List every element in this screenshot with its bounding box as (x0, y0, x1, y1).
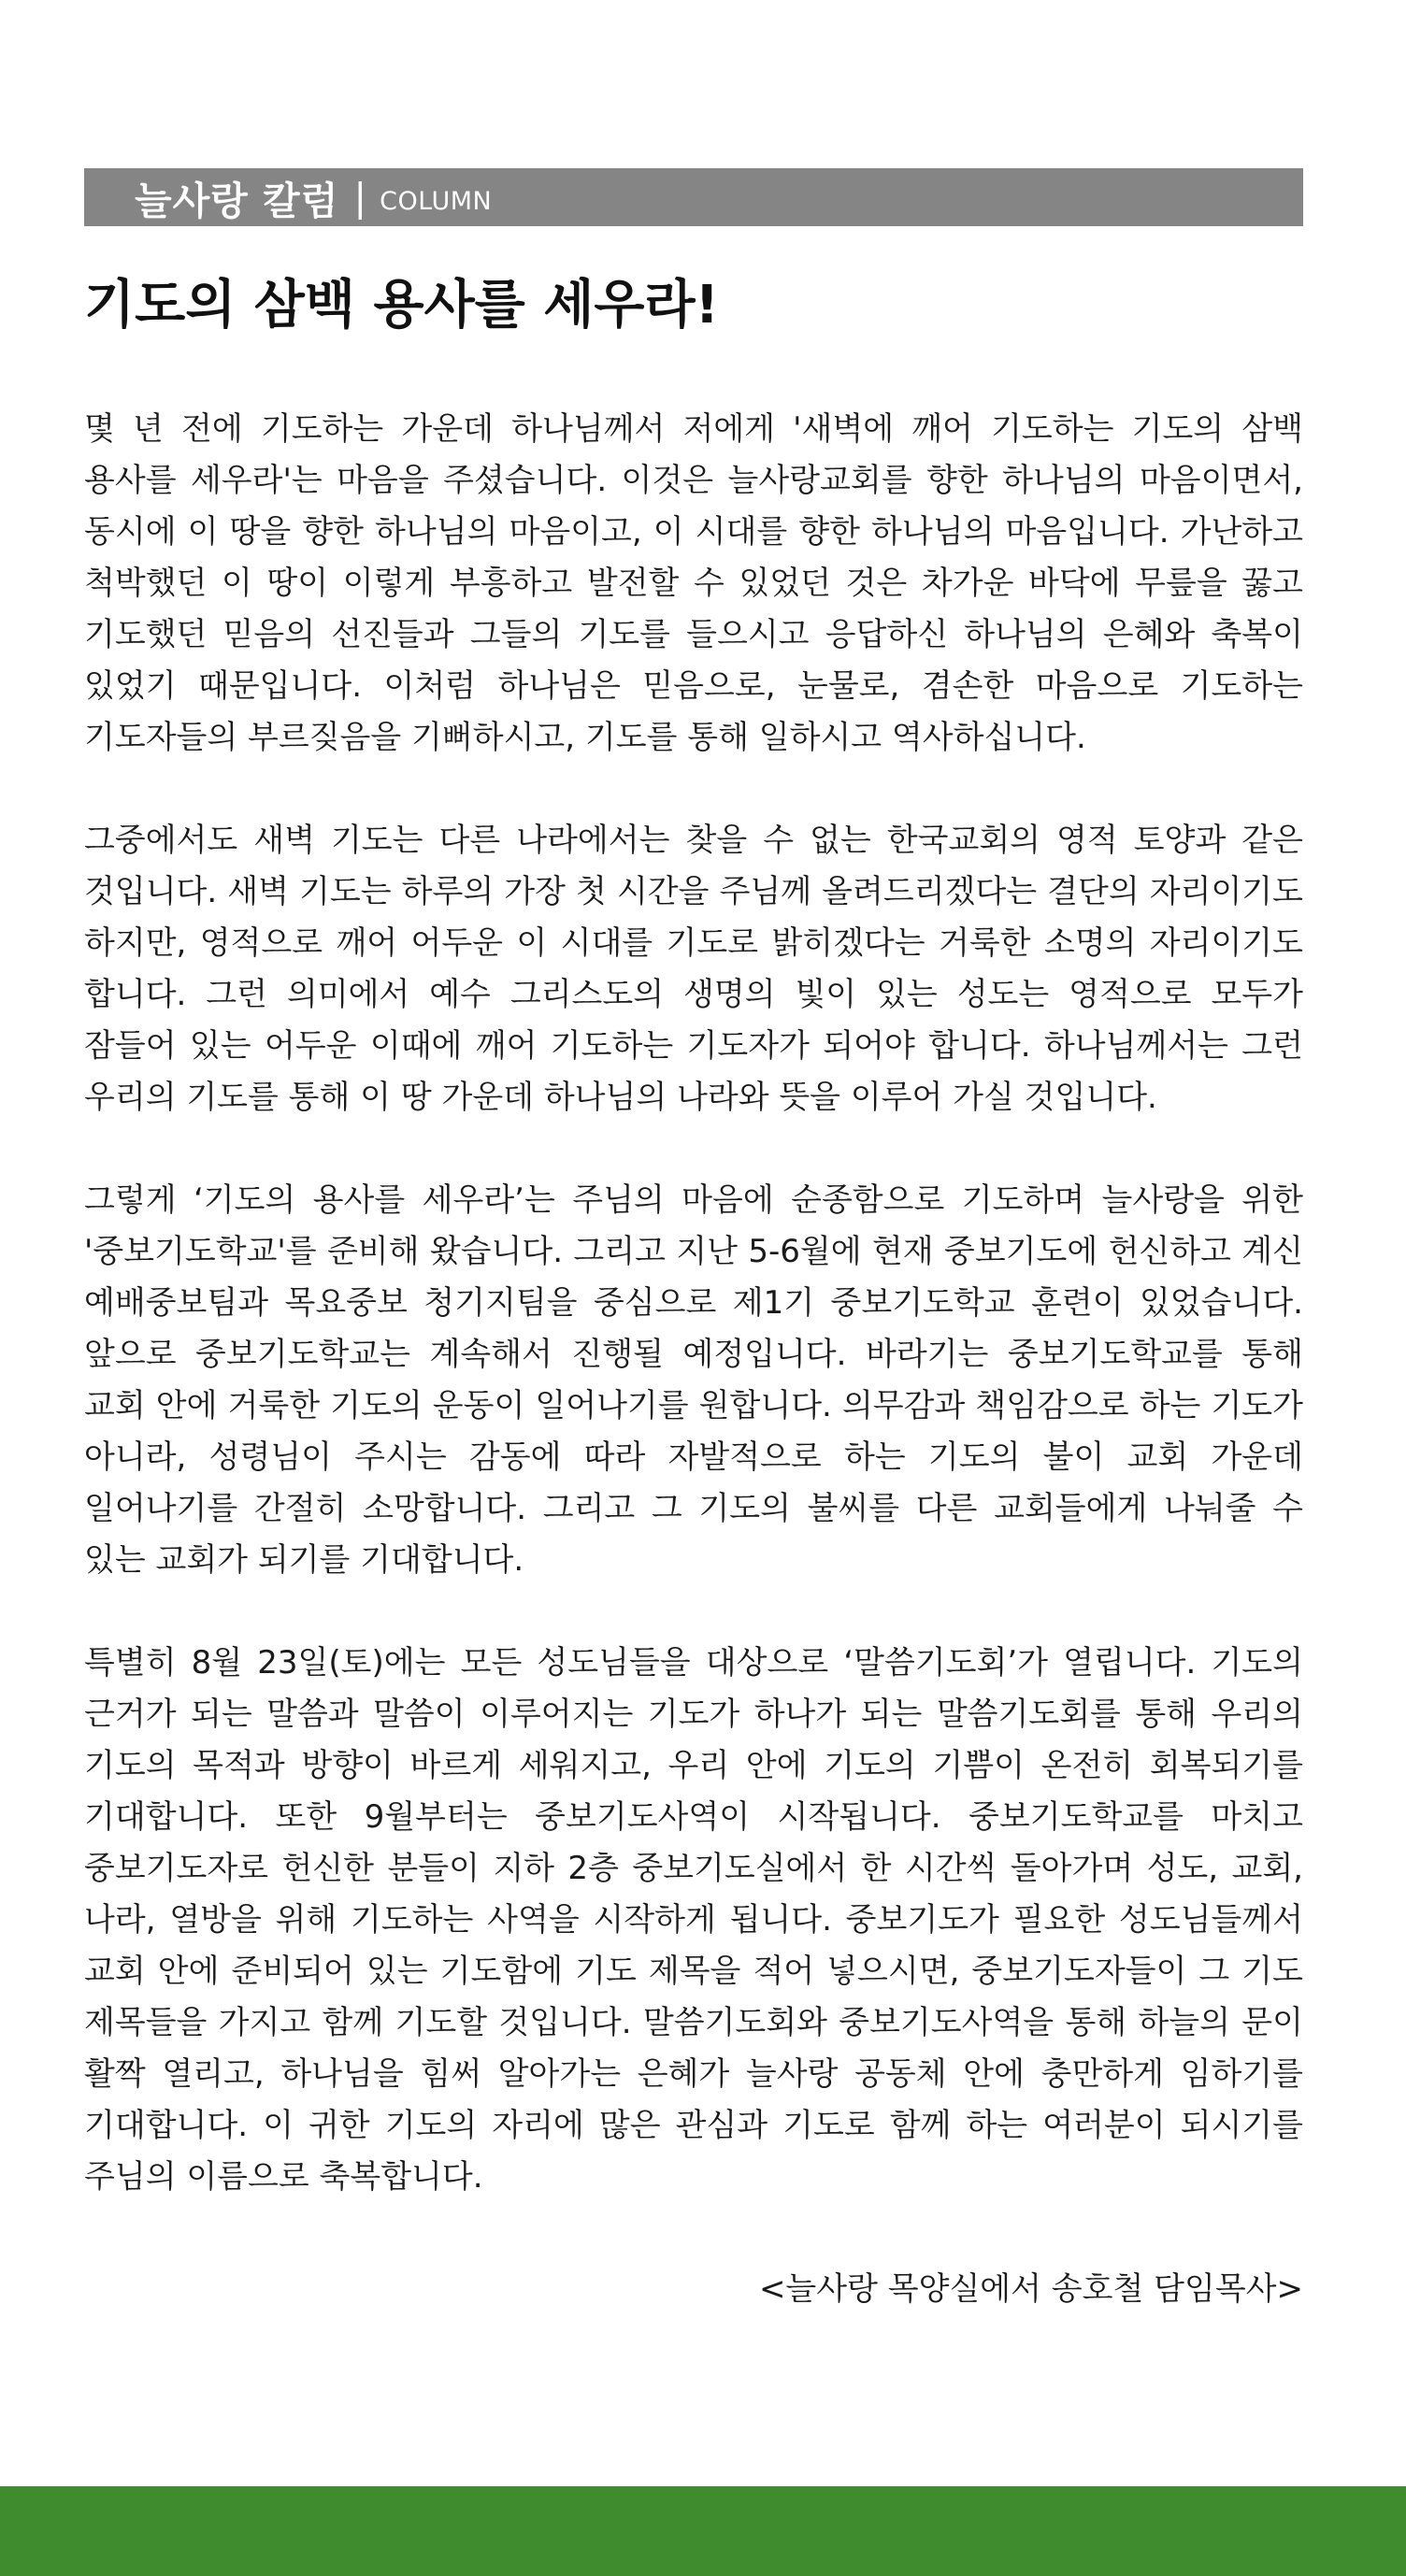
article-paragraph-4: 특별히 8월 23일(토)에는 모든 성도님들을 대상으로 ‘말씀기도회’가 열립니다. 기도의 근거가 되는 말씀과 말씀이 이루어지는 기도가 하나가 되는 말씀기도회를 통해 우리의 기도의 목적과 방향이 바르게 세워지고, 우리 안에 기도의 기쁨이 온전히 회복되기를 기대합니다. 또한 9월부터는 중보기도사역이 시작됩니다. 중보기도학교를 마치고 중보기도자로 헌신한 분들이 지하 2층 중보기도실에서 한 시간씩 돌아가며 성도, 교회, 나라, 열방을 위해 기도하는 사역을 시작하게 됩니다. 중보기도가 필요한 성도님들께서 교회 안에 준비되어 있는 기도함에 기도 제목을 적어 넣으시면, 중보기도자들이 그 기도 제목들을 가지고 함께 기도할 것입니다. 말씀기도회와 중보기도사역을 통해 하늘의 문이 활짝 열리고, 하나님을 힘써 알아가는 은혜가 늘사랑 공동체 안에 충만하게 임하기를 기대합니다. 이 귀한 기도의 자리에 많은 관심과 기도로 함께 하는 여러분이 되시기를 주님의 이름으로 축복합니다. (84, 1644, 1303, 2196)
article-signature: <늘사랑 목양실에서 송호철 담임목사> (758, 2270, 1303, 2308)
article-paragraph-1: 몇 년 전에 기도하는 가운데 하나님께서 저에게 '새벽에 깨어 기도하는 기도의 삼백 용사를 세우라'는 마음을 주셨습니다. 이것은 늘사랑교회를 향한 하나님의 마음이면서, 동시에 이 땅을 향한 하나님의 마음이고, 이 시대를 향한 하나님의 마음입니다. 가난하고 척박했던 이 땅이 이렇게 부흥하고 발전할 수 있었던 것은 차가운 바닥에 무릎을 꿇고 기도했던 믿음의 선진들과 그들의 기도를 들으시고 응답하신 하나님의 은혜와 축복이 있었기 때문입니다. 이처럼 하나님은 믿음으로, 눈물로, 겸손한 마음으로 기도하는 기도자들의 부르짖음을 기뻐하시고, 기도를 통해 일하시고 역사하십니다. (84, 410, 1303, 756)
column-title-english: COLUMN (380, 186, 493, 216)
column-title-separator: | (353, 175, 367, 220)
article-body (84, 404, 1303, 2254)
article-paragraph-3: 그렇게 ‘기도의 용사를 세우라’는 주님의 마음에 순종함으로 기도하며 늘사랑을 위한 '중보기도학교'를 준비해 왔습니다. 그리고 지난 5-6월에 현재 중보기도에 헌신하고 계신 예배중보팀과 목요중보 청기지팀을 중심으로 제1기 중보기도학교 훈련이 있었습니다. 앞으로 중보기도학교는 계속해서 진행될 예정입니다. 바라기는 중보기도학교를 통해 교회 안에 거룩한 기도의 운동이 일어나기를 원합니다. 의무감과 책임감으로 하는 기도가 아니라, 성령님이 주시는 감동에 따라 자발적으로 하는 기도의 불이 교회 가운데 일어나기를 간절히 소망합니다. 그리고 그 기도의 불씨를 다른 교회들에게 나눠줄 수 있는 교회가 되기를 기대합니다. (84, 1181, 1303, 1579)
article-paragraph-2: 그중에서도 새벽 기도는 다른 나라에서는 찾을 수 없는 한국교회의 영적 토양과 같은 것입니다. 새벽 기도는 하루의 가장 첫 시간을 주님께 올려드리겠다는 결단의 자리이기도 하지만, 영적으로 깨어 어두운 이 시대를 기도로 밝히겠다는 거룩한 소명의 자리이기도 합니다. 그런 의미에서 예수 그리스도의 생명의 빛이 있는 성도는 영적으로 모두가 잠들어 있는 어두운 이때에 깨어 기도하는 기도자가 되어야 합니다. 하나님께서는 그런 우리의 기도를 통해 이 땅 가운데 하나님의 나라와 뜻을 이루어 가실 것입니다. (84, 822, 1303, 1116)
column-header-bar (84, 168, 1303, 226)
article-title: 기도의 삼백 용사를 세우라! (84, 275, 720, 336)
footer-bar (0, 2486, 1406, 2576)
column-title-korean: 늘사랑 칼럼 (135, 178, 339, 223)
